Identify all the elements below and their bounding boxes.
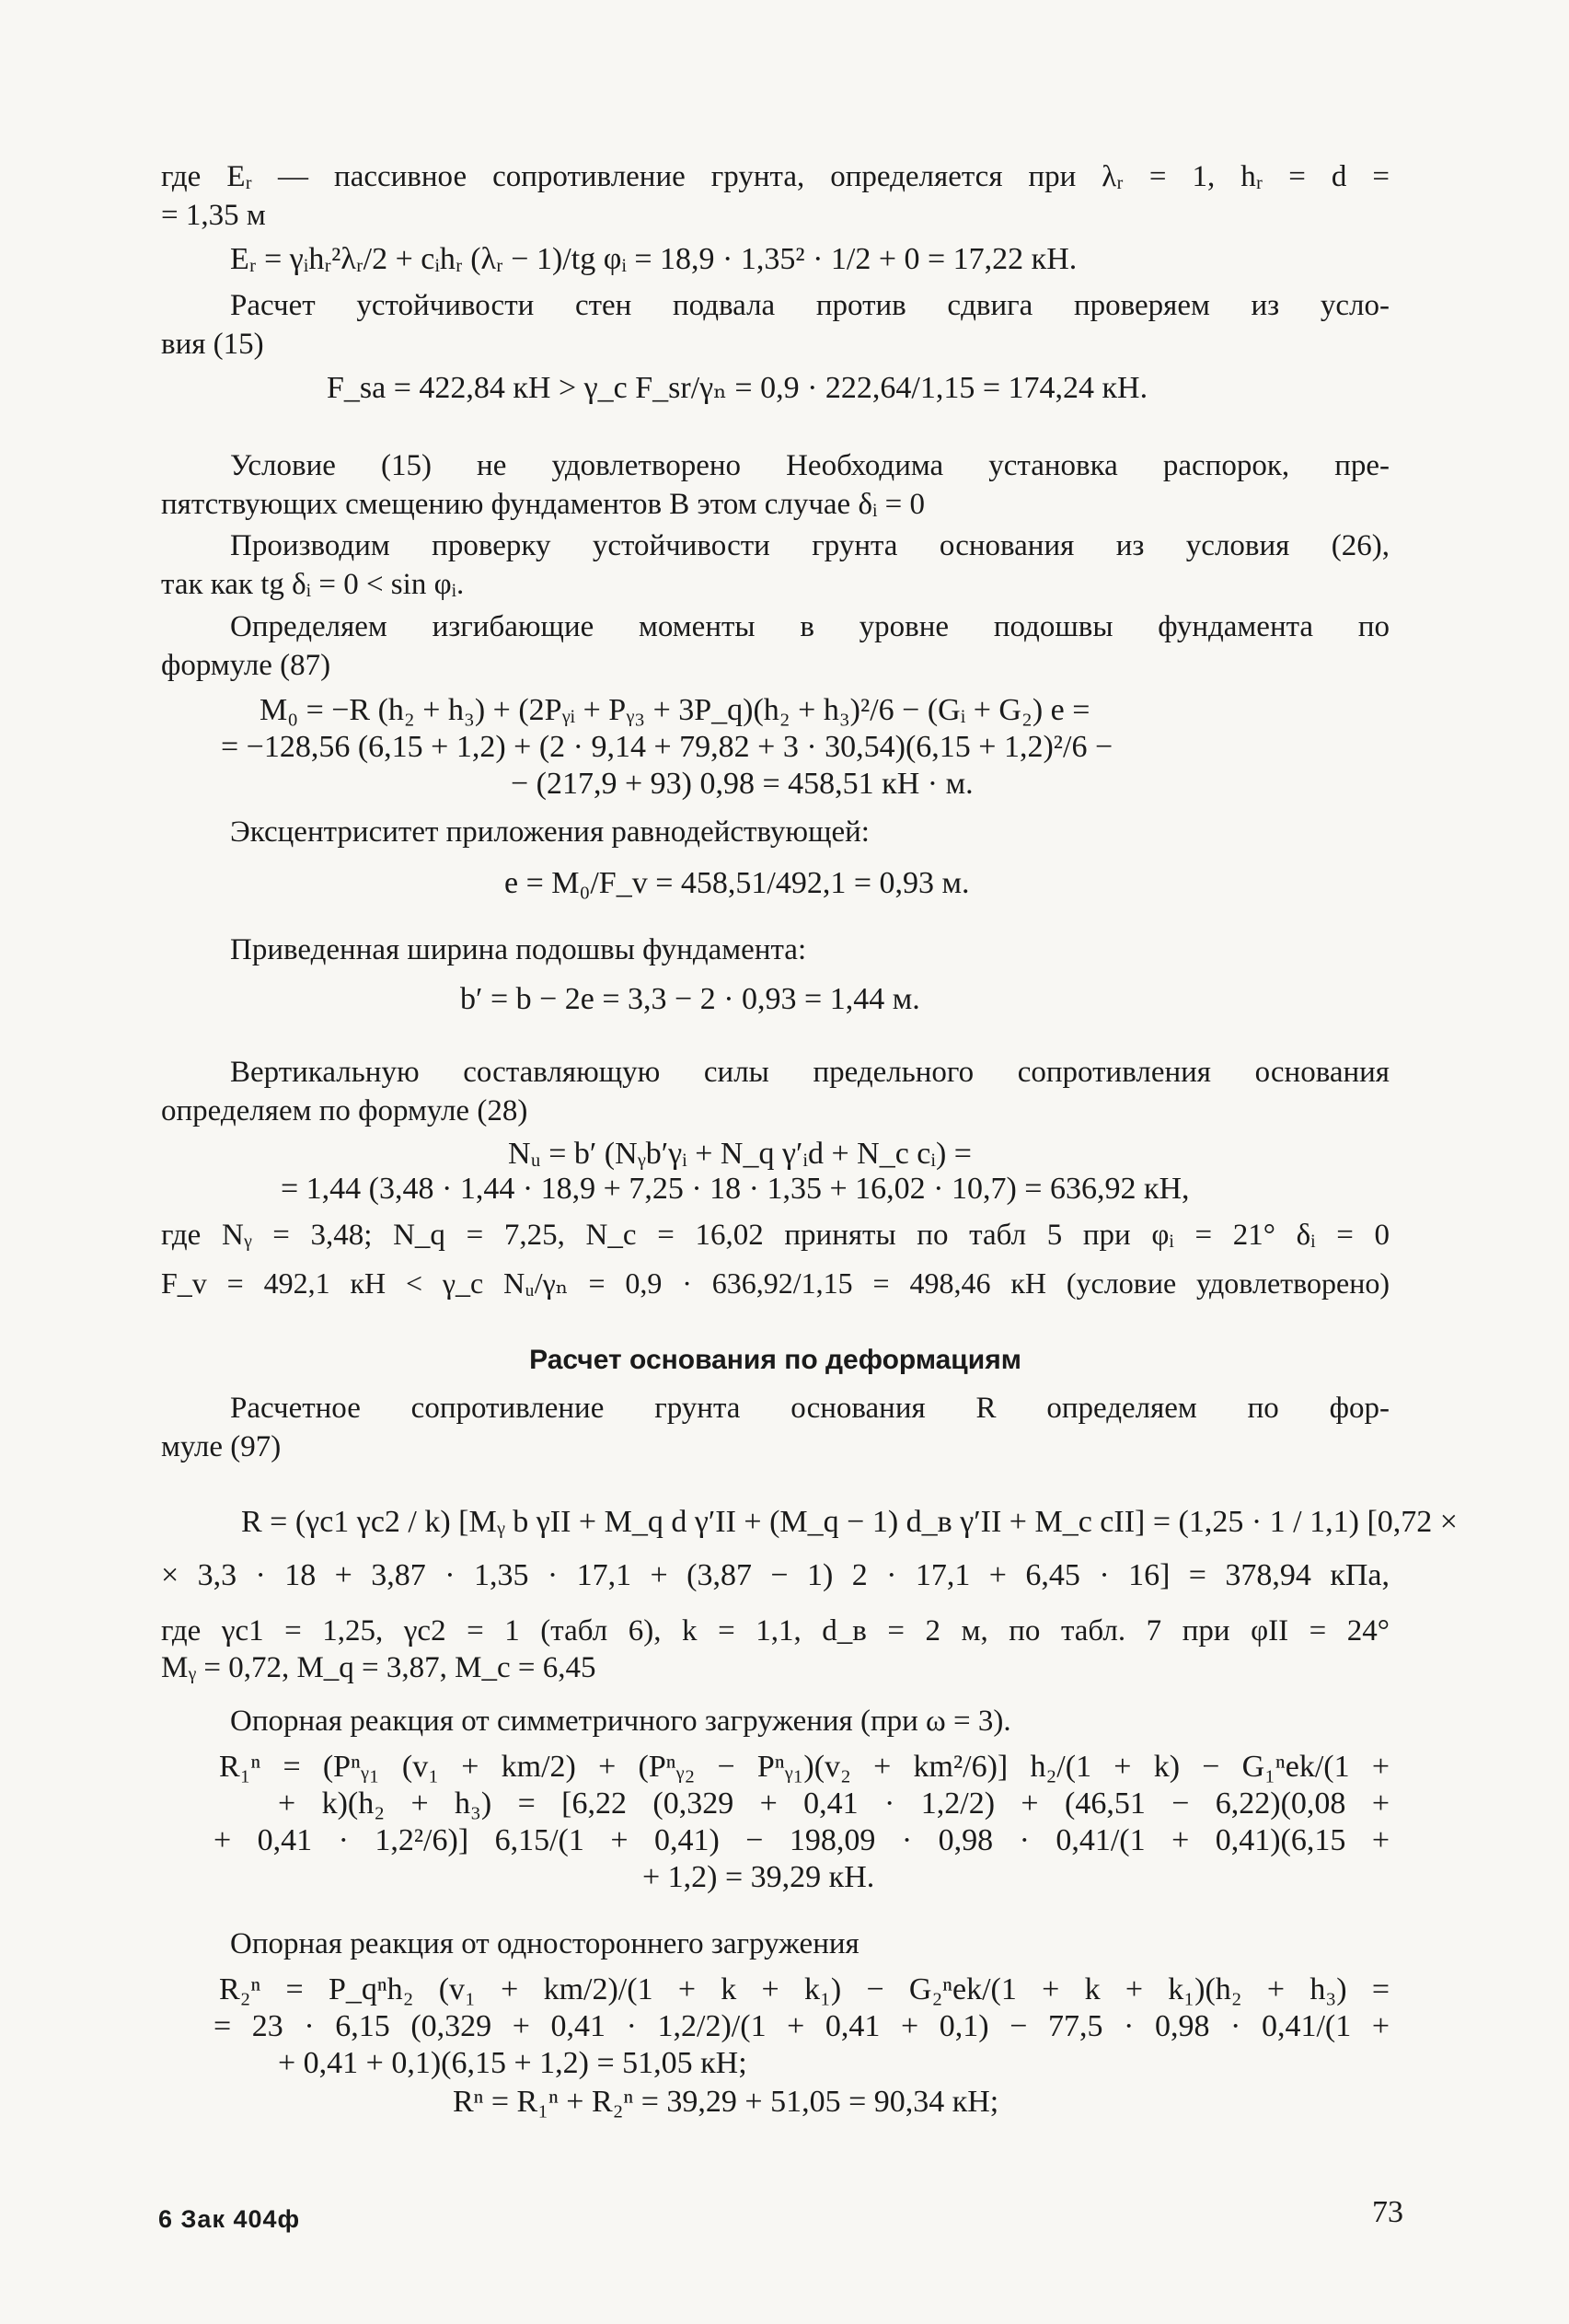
- formula-line: Nᵤ = b′ (Nᵧb′γᵢ + N_q γ′ᵢd + N_c cᵢ) =: [508, 1137, 972, 1171]
- formula-line: R₂ⁿ = P_qⁿh₂ (v₁ + km/2)/(1 + k + k₁) − G₂ⁿek/(1 + k + k₁)(h₂ + h₃) =: [219, 1972, 1390, 2006]
- text-line: = 1,35 м: [161, 199, 266, 232]
- formula-line: = 1,44 (3,48 · 1,44 · 18,9 + 7,25 · 18 · 1,35 + 16,02 · 10,7) = 636,92 кН,: [281, 1172, 1190, 1206]
- text-line: так как tg δᵢ = 0 < sin φᵢ.: [161, 568, 465, 601]
- formula-line: + 0,41 · 1,2²/6)] 6,15/(1 + 0,41) − 198,09 · 0,98 · 0,41/(1 + 0,41)(6,15 +: [213, 1823, 1390, 1857]
- formula-line: e = M₀/F_v = 458,51/492,1 = 0,93 м.: [504, 866, 970, 900]
- formula-line: + 0,41 + 0,1)(6,15 + 1,2) = 51,05 кН;: [278, 2046, 747, 2080]
- formula-line: + k)(h₂ + h₃) = [6,22 (0,329 + 0,41 · 1,2/2) + (46,51 − 6,22)(0,08 +: [278, 1786, 1390, 1821]
- text-line: Расчетное сопротивление грунта основания R определяем по фор-: [230, 1392, 1390, 1425]
- text-line: где γc1 = 1,25, γc2 = 1 (табл 6), k = 1,1, d_в = 2 м, по табл. 7 при φII = 24°: [161, 1614, 1390, 1648]
- text-line: F_v = 492,1 кН < γ_c Nᵤ/γₙ = 0,9 · 636,92/1,15 = 498,46 кН (условие удовлетворено): [161, 1266, 1390, 1300]
- text-line: вия (15): [161, 328, 264, 361]
- text-line: Приведенная ширина подошвы фундамента:: [230, 933, 807, 966]
- formula-line: = 23 · 6,15 (0,329 + 0,41 · 1,2/2)/(1 + 0,41 + 0,1) − 77,5 · 0,98 · 0,41/(1 +: [213, 2009, 1390, 2043]
- text-line: Вертикальную составляющую силы предельного сопротивления основания: [230, 1056, 1390, 1089]
- formula-line: − (217,9 + 93) 0,98 = 458,51 кН · м.: [511, 767, 974, 801]
- text-line: муле (97): [161, 1430, 282, 1463]
- text-line: определяем по формуле (28): [161, 1094, 528, 1127]
- text-line: Опорная реакция от симметричного загружения (при ω = 3).: [230, 1705, 1011, 1738]
- formula-line: Eᵣ = γᵢhᵣ²λᵣ/2 + cᵢhᵣ (λᵣ − 1)/tg φᵢ = 18,9 · 1,35² · 1/2 + 0 = 17,22 кН.: [230, 242, 1078, 276]
- text-line: где Eᵣ — пассивное сопротивление грунта, определяется при λᵣ = 1, hᵣ = d =: [161, 160, 1390, 193]
- text-line: Mᵧ = 0,72, M_q = 3,87, M_c = 6,45: [161, 1651, 596, 1684]
- formula-line: = −128,56 (6,15 + 1,2) + (2 · 9,14 + 79,82 + 3 · 30,54)(6,15 + 1,2)²/6 −: [221, 730, 1113, 764]
- page-number: 73: [1372, 2195, 1403, 2229]
- formula-line: R₁ⁿ = (Pⁿᵧ₁ (v₁ + km/2) + (Pⁿᵧ₂ − Pⁿᵧ₁)(v₂ + km²/6)] h₂/(1 + k) − G₁ⁿek/(1 +: [219, 1750, 1390, 1784]
- text-line: Определяем изгибающие моменты в уровне подошвы фундамента по: [230, 610, 1390, 643]
- formula-line: × 3,3 · 18 + 3,87 · 1,35 · 17,1 + (3,87 − 1) 2 · 17,1 + 6,45 · 16] = 378,94 кПа,: [161, 1558, 1390, 1592]
- section-heading: Расчет основания по деформациям: [529, 1345, 1021, 1375]
- text-line: Условие (15) не удовлетворено Необходима установка распорок, пре-: [230, 449, 1390, 482]
- formula-line: + 1,2) = 39,29 кН.: [642, 1860, 875, 1894]
- text-line: где Nᵧ = 3,48; N_q = 7,25, N_c = 16,02 приняты по табл 5 при φᵢ = 21° δᵢ = 0: [161, 1219, 1390, 1252]
- text-line: Расчет устойчивости стен подвала против сдвига проверяем из усло-: [230, 289, 1390, 322]
- formula-line: F_sa = 422,84 кН > γ_c F_sr/γₙ = 0,9 · 222,64/1,15 = 174,24 кН.: [327, 371, 1148, 405]
- formula-line: Rⁿ = R₁ⁿ + R₂ⁿ = 39,29 + 51,05 = 90,34 кН;: [453, 2085, 999, 2119]
- text-line: Производим проверку устойчивости грунта основания из условия (26),: [230, 529, 1390, 562]
- formula-line: R = (γc1 γc2 / k) [Mᵧ b γII + M_q d γ′II + (M_q − 1) d_в γ′II + M_c cII] = (1,25 · 1 / 1,1) [0,72 ×: [241, 1505, 1458, 1539]
- formula-line: M₀ = −R (h₂ + h₃) + (2Pᵧᵢ + Pᵧ₃ + 3P_q)(h₂ + h₃)²/6 − (Gᵢ + G₂) e =: [260, 693, 1090, 727]
- text-line: Эксцентриситет приложения равнодействующей:: [230, 815, 870, 849]
- text-line: формуле (87): [161, 649, 331, 682]
- printer-signature: 6 Зак 404ф: [158, 2205, 301, 2233]
- text-line: пятствующих смещению фундаментов В этом случае δᵢ = 0: [161, 488, 926, 521]
- formula-line: b′ = b − 2e = 3,3 − 2 · 0,93 = 1,44 м.: [460, 982, 920, 1016]
- text-line: Опорная реакция от одностороннего загружения: [230, 1927, 859, 1960]
